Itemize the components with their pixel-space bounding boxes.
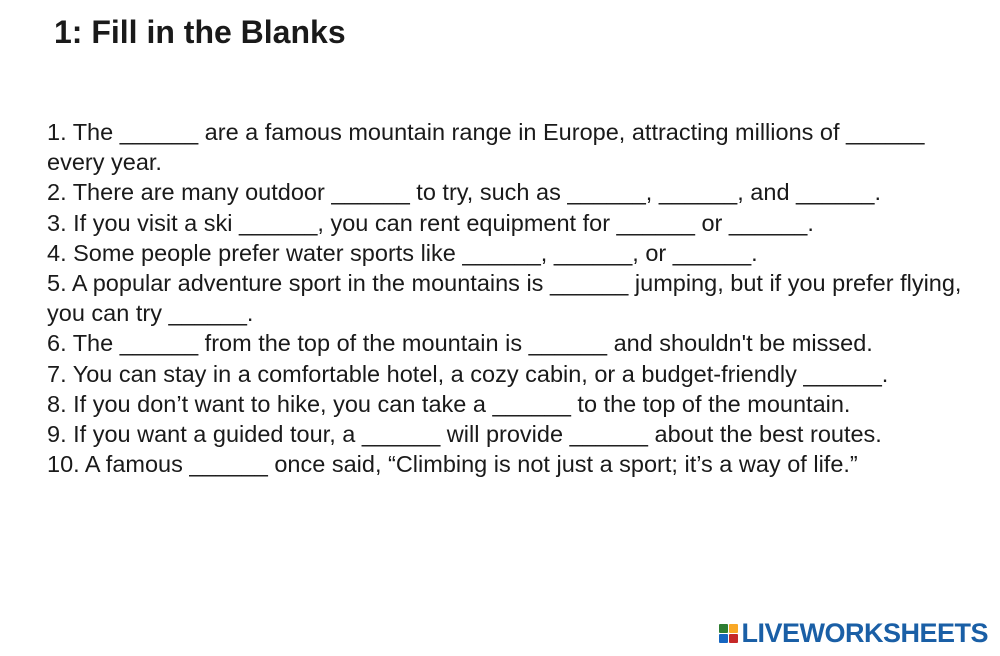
question-item: 8. If you don’t want to hike, you can take a ______ to the top of the mountain. [47,390,851,417]
logo-tile [719,624,728,633]
liveworksheets-logo [719,618,988,648]
question-item: 2. There are many outdoor ______ to try, such as ______, ______, and ______. [47,179,881,206]
question-item: 5. A popular adventure sport in the mountains is ______ jumping, but if you prefer flying, you can try ______. [47,270,962,327]
question-item: 3. If you visit a ski ______, you can rent equipment for ______ or ______. [47,209,814,236]
question-item: 1. The ______ are a famous mountain range in Europe, attracting millions of ______ every year. [47,119,925,176]
logo-tile [729,634,738,643]
question-item: 4. Some people prefer water sports like ______, ______, or ______. [47,239,758,266]
logo-text: LIVEWORKSHEETS [741,617,988,648]
logo-tile [719,634,728,643]
worksheet-title: 1: Fill in the Blanks [54,14,346,50]
question-item: 10. A famous ______ once said, “Climbing is not just a sport; it’s a way of life.” [47,451,858,478]
logo-tile [729,624,738,633]
question-item: 9. If you want a guided tour, a ______ will provide ______ about the best routes. [47,421,882,448]
question-item: 7. You can stay in a comfortable hotel, a cozy cabin, or a budget-friendly ______. [47,360,889,387]
logo-mark-icon [719,624,738,643]
question-item: 6. The ______ from the top of the mountain is ______ and shouldn't be missed. [47,330,873,357]
question-list [47,117,967,479]
